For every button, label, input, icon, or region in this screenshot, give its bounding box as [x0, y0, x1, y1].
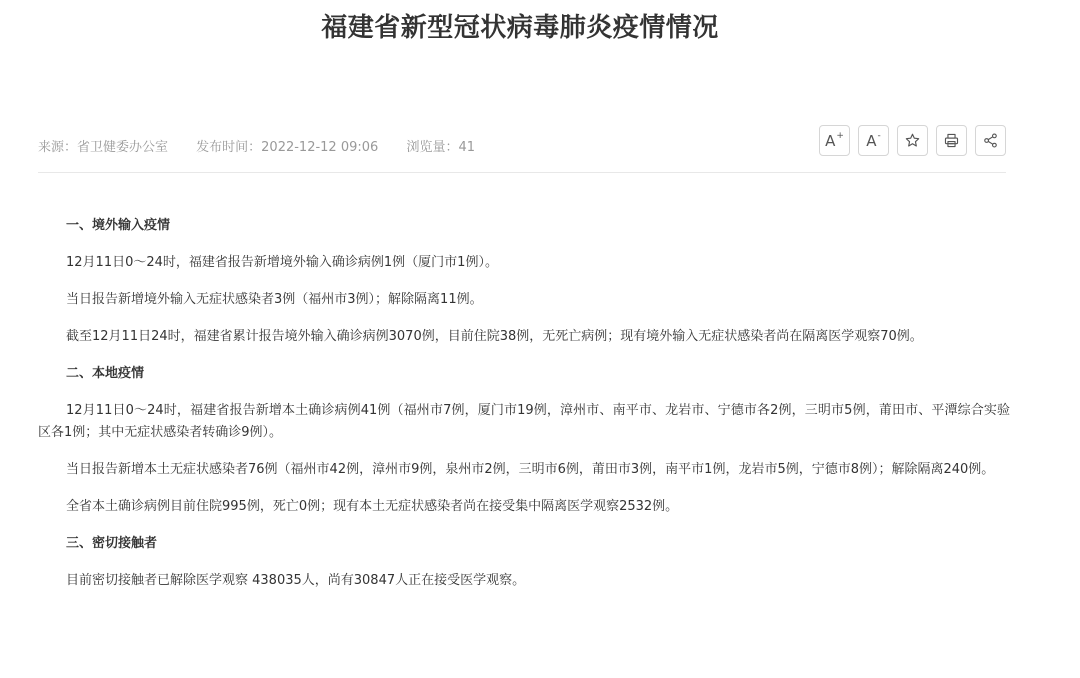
star-icon: [904, 132, 921, 149]
paragraph: 当日报告新增本土无症状感染者76例（福州市42例，漳州市9例，泉州市2例，三明市6例，莆田市3例，南平市1例，龙岩市5例，宁德市8例）；解除隔离240例。: [66, 462, 995, 477]
paragraph: 当日报告新增境外输入无症状感染者3例（福州市3例）；解除隔离11例。: [66, 292, 483, 307]
printer-icon: [943, 132, 960, 149]
section-heading-imported: 一、境外输入疫情: [66, 218, 171, 233]
font-decrease-button[interactable]: [858, 125, 889, 156]
section-heading-local: 二、本地疫情: [66, 366, 145, 381]
paragraph: 12月11日0～24时，福建省报告新增境外输入确诊病例1例（厦门市1例）。: [66, 255, 498, 270]
favorite-button[interactable]: [897, 125, 928, 156]
font-increase-button[interactable]: [819, 125, 850, 156]
paragraph: 截至12月11日24时，福建省累计报告境外输入确诊病例3070例，目前住院38例，无死亡病例；现有境外输入无症状感染者尚在隔离医学观察70例。: [66, 329, 923, 344]
article-tools: [819, 125, 1006, 156]
paragraph: 12月11日0～24时，福建省报告新增本土确诊病例41例（福州市7例，厦门市19例，漳州市、南平市、龙岩市、宁德市各2例，三明市5例，莆田市、平潭综合实验区各1例；其中无症状感染者转确诊9例）。: [38, 403, 1010, 440]
share-icon: [982, 132, 999, 149]
paragraph: 全省本土确诊病例目前住院995例，死亡0例；现有本土无症状感染者尚在接受集中隔离医学观察2532例。: [66, 499, 679, 514]
share-button[interactable]: [975, 125, 1006, 156]
article-content: [38, 215, 1010, 607]
font-decrease-sup: -: [877, 130, 881, 141]
font-decrease-label: A: [866, 131, 877, 150]
font-increase-label: A: [825, 131, 836, 150]
article-meta-bar: [38, 125, 1006, 173]
font-increase-sup: +: [836, 130, 844, 141]
paragraph: 目前密切接触者已解除医学观察 438035人，尚有30847人正在接受医学观察。: [66, 573, 526, 588]
meta-source: 来源：省卫健委办公室: [38, 140, 169, 155]
article-meta-info: [38, 139, 499, 157]
article-title: 福建省新型冠状病毒肺炎疫情情况: [321, 13, 719, 43]
meta-publish-time: 发布时间：2022-12-12 09:06: [196, 140, 379, 155]
meta-views: 浏览量：41: [406, 140, 475, 155]
print-button[interactable]: [936, 125, 967, 156]
section-heading-close-contacts: 三、密切接触者: [66, 536, 158, 551]
